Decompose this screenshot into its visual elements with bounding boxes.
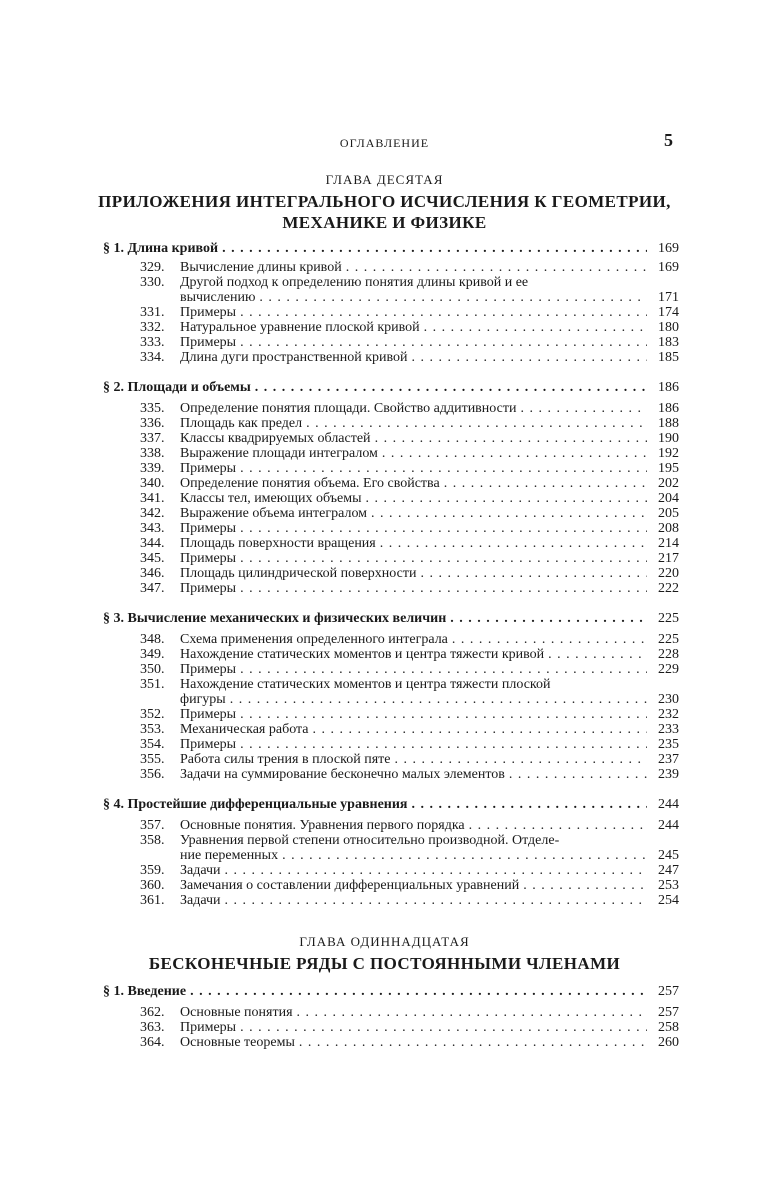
item-title: Примеры (180, 551, 237, 566)
item-title-line-2: ние переменных (180, 848, 279, 863)
toc-item-346[interactable] (140, 566, 679, 581)
item-title: Определение понятия площади. Свойство аддитивности (180, 401, 517, 416)
page-ref: 190 (658, 431, 679, 446)
item-title: Задачи (180, 893, 221, 908)
item-number: 334. (140, 350, 165, 365)
item-title: Длина дуги пространственной кривой (180, 350, 408, 365)
page-ref: 258 (658, 1020, 679, 1035)
section-title: § 1. Длина кривой (103, 241, 219, 256)
toc-item-330-cont[interactable] (180, 290, 679, 305)
dot-leader (375, 431, 647, 446)
item-number: 361. (140, 893, 165, 908)
dot-leader (452, 632, 647, 647)
toc-item-331[interactable] (140, 305, 679, 320)
dot-leader (306, 416, 647, 431)
page-ref: 228 (658, 647, 679, 662)
item-title: Площадь поверхности вращения (180, 536, 376, 551)
item-title: Примеры (180, 581, 237, 596)
item-number: 335. (140, 401, 165, 416)
page-ref: 220 (658, 566, 679, 581)
item-number: 332. (140, 320, 165, 335)
toc-item-335[interactable] (140, 401, 679, 416)
item-number: 356. (140, 767, 165, 782)
toc-item-336[interactable] (140, 416, 679, 431)
item-title: Основные понятия (180, 1005, 293, 1020)
toc-item-332[interactable] (140, 320, 679, 335)
item-number: 351. (140, 677, 165, 692)
item-number: 345. (140, 551, 165, 566)
item-number: 343. (140, 521, 165, 536)
item-title: Определение понятия объема. Его свойства (180, 476, 440, 491)
item-title: Площадь как предел (180, 416, 303, 431)
toc-item-363[interactable] (140, 1020, 679, 1035)
toc-item-342[interactable] (140, 506, 679, 521)
item-number: 349. (140, 647, 165, 662)
toc-item-345[interactable] (140, 551, 679, 566)
page-ref: 239 (658, 767, 679, 782)
item-title: Примеры (180, 305, 237, 320)
toc-item-356[interactable] (140, 767, 679, 782)
dot-leader (444, 476, 647, 491)
page-ref: 229 (658, 662, 679, 677)
page-ref: 235 (658, 737, 679, 752)
item-number: 352. (140, 707, 165, 722)
item-title: Примеры (180, 461, 237, 476)
toc-item-340[interactable] (140, 476, 679, 491)
chapter-11-label: ГЛАВА ОДИННАДЦАТАЯ (299, 934, 470, 949)
item-number: 354. (140, 737, 165, 752)
item-number: 346. (140, 566, 165, 581)
item-title: Вычисление длины кривой (180, 260, 342, 275)
toc-item-341[interactable] (140, 491, 679, 506)
toc-item-344[interactable] (140, 536, 679, 551)
dot-leader (222, 241, 647, 256)
dot-leader (240, 521, 647, 536)
page-ref: 169 (658, 260, 679, 275)
toc-section-11-1[interactable] (103, 984, 679, 999)
page-ref: 192 (658, 446, 679, 461)
item-title: Основные теоремы (180, 1035, 295, 1050)
page-ref: 202 (658, 476, 679, 491)
item-title: Выражение площади интегралом (180, 446, 378, 461)
item-title: Основные понятия. Уравнения первого порядка (180, 818, 465, 833)
toc-item-349[interactable] (140, 647, 679, 662)
page-ref: 208 (658, 521, 679, 536)
toc-item-353[interactable] (140, 722, 679, 737)
item-title-line-1 (180, 275, 679, 290)
toc-item-359[interactable] (140, 863, 679, 878)
chapter-11-title: БЕСКОНЕЧНЫЕ РЯДЫ С ПОСТОЯННЫМИ ЧЛЕНАМИ (148, 954, 621, 973)
section-title: § 2. Площади и объемы (103, 380, 251, 395)
dot-leader (230, 692, 647, 707)
item-title: Задачи (180, 863, 221, 878)
page-ref: 171 (658, 290, 679, 305)
toc-section-10-1[interactable] (103, 241, 679, 256)
page-ref: 169 (658, 241, 679, 256)
item-title: Классы тел, имеющих объемы (180, 491, 362, 506)
dot-leader (240, 335, 647, 350)
item-title-line-1: Уравнения первой степени относительно производной. Отделе- (180, 833, 560, 848)
page-ref: 222 (658, 581, 679, 596)
toc-item-364[interactable] (140, 1035, 679, 1050)
item-number: 350. (140, 662, 165, 677)
dot-leader (450, 611, 647, 626)
dot-leader (225, 893, 647, 908)
dot-leader (365, 491, 647, 506)
dot-leader (412, 797, 647, 812)
page-ref: 260 (658, 1035, 679, 1050)
toc-item-338[interactable] (140, 446, 679, 461)
dot-leader (255, 380, 647, 395)
item-title: Примеры (180, 707, 237, 722)
item-title: Механическая работа (180, 722, 309, 737)
dot-leader (424, 320, 647, 335)
toc-item-358[interactable] (140, 833, 679, 848)
page-ref: 237 (658, 752, 679, 767)
dot-leader (394, 752, 647, 767)
item-number: 331. (140, 305, 165, 320)
item-title: Натуральное уравнение плоской кривой (180, 320, 420, 335)
dot-leader (469, 818, 647, 833)
dot-leader (420, 566, 647, 581)
item-title-line-2: фигуры (180, 692, 226, 707)
dot-leader (371, 506, 647, 521)
item-number: 364. (140, 1035, 165, 1050)
dot-leader (240, 461, 647, 476)
item-number: 348. (140, 632, 165, 647)
toc-item-333[interactable] (140, 335, 679, 350)
dot-leader (240, 551, 647, 566)
item-number: 355. (140, 752, 165, 767)
toc-item-329[interactable] (140, 260, 679, 275)
item-title: Примеры (180, 521, 237, 536)
page-number: 5 (664, 130, 673, 150)
item-number: 358. (140, 833, 165, 848)
page-ref: 230 (658, 692, 679, 707)
dot-leader (520, 401, 647, 416)
toc-item-358-cont[interactable] (180, 848, 679, 863)
page-ref: 185 (658, 350, 679, 365)
dot-leader (297, 1005, 647, 1020)
dot-leader (412, 350, 648, 365)
page-ref: 225 (658, 611, 679, 626)
dot-leader (240, 662, 647, 677)
item-number: 339. (140, 461, 165, 476)
item-title: Классы квадрируемых областей (180, 431, 371, 446)
item-number: 330. (140, 275, 165, 290)
page-ref: 232 (658, 707, 679, 722)
page-ref: 247 (658, 863, 679, 878)
item-title: Задачи на суммирование бесконечно малых элементов (180, 767, 505, 782)
toc-section-10-4[interactable] (103, 797, 679, 812)
toc-item-362[interactable] (140, 1005, 679, 1020)
section-title: § 4. Простейшие дифференциальные уравнения (103, 797, 408, 812)
chapter-10-label: ГЛАВА ДЕСЯТАЯ (325, 172, 444, 187)
page-ref: 204 (658, 491, 679, 506)
page-ref: 195 (658, 461, 679, 476)
page-ref: 244 (658, 818, 679, 833)
toc-item-334[interactable] (140, 350, 679, 365)
toc-item-337[interactable] (140, 431, 679, 446)
toc-item-351-cont[interactable] (180, 692, 679, 707)
dot-leader (190, 984, 647, 999)
page-ref: 183 (658, 335, 679, 350)
toc-item-360[interactable] (140, 878, 679, 893)
item-title: Примеры (180, 1020, 237, 1035)
toc-item-339[interactable] (140, 461, 679, 476)
item-title: Нахождение статических моментов и центра тяжести кривой (180, 647, 545, 662)
item-number: 362. (140, 1005, 165, 1020)
item-number: 342. (140, 506, 165, 521)
chapter-10-title-line-2: МЕХАНИКЕ И ФИЗИКЕ (282, 213, 487, 232)
item-number: 344. (140, 536, 165, 551)
page-ref: 257 (658, 984, 679, 999)
toc-item-352[interactable] (140, 707, 679, 722)
page-ref: 233 (658, 722, 679, 737)
dot-leader (240, 1020, 647, 1035)
page-ref: 188 (658, 416, 679, 431)
item-number: 360. (140, 878, 165, 893)
item-number: 359. (140, 863, 165, 878)
dot-leader (523, 878, 647, 893)
item-number: 357. (140, 818, 165, 833)
dot-leader (509, 767, 647, 782)
item-number: 337. (140, 431, 165, 446)
dot-leader (282, 848, 647, 863)
item-number: 347. (140, 581, 165, 596)
item-number: 363. (140, 1020, 165, 1035)
dot-leader (240, 737, 647, 752)
chapter-10-title-line-1: ПРИЛОЖЕНИЯ ИНТЕГРАЛЬНОГО ИСЧИСЛЕНИЯ К ГЕОМЕТРИИ, (98, 192, 671, 211)
item-number: 336. (140, 416, 165, 431)
page-ref: 254 (658, 893, 679, 908)
toc-item-347[interactable] (140, 581, 679, 596)
dot-leader (240, 305, 647, 320)
item-number: 340. (140, 476, 165, 491)
item-number: 341. (140, 491, 165, 506)
page-ref: 174 (658, 305, 679, 320)
toc-item-330[interactable] (140, 275, 679, 290)
page-ref: 205 (658, 506, 679, 521)
item-title-text: Другой подход к определению понятия длины кривой и ее (180, 275, 529, 290)
item-title-line-1: Нахождение статических моментов и центра тяжести плоской (180, 677, 551, 692)
dot-leader (225, 863, 647, 878)
item-title: Выражение объема интегралом (180, 506, 368, 521)
page-ref: 244 (658, 797, 679, 812)
item-number: 338. (140, 446, 165, 461)
toc-item-355[interactable] (140, 752, 679, 767)
page-ref: 257 (658, 1005, 679, 1020)
item-number: 333. (140, 335, 165, 350)
item-number: 329. (140, 260, 165, 275)
section-title: § 1. Введение (103, 984, 187, 999)
dot-leader (346, 260, 647, 275)
page-ref: 186 (658, 401, 679, 416)
toc-item-343[interactable] (140, 521, 679, 536)
item-number: 353. (140, 722, 165, 737)
toc-item-361[interactable] (140, 893, 679, 908)
dot-leader (313, 722, 647, 737)
page-ref: 217 (658, 551, 679, 566)
toc-item-357[interactable] (140, 818, 679, 833)
toc-item-351[interactable] (140, 677, 679, 692)
page-ref: 214 (658, 536, 679, 551)
item-title-line-2: вычислению (180, 290, 256, 305)
item-title: Примеры (180, 335, 237, 350)
item-title: Примеры (180, 662, 237, 677)
dot-leader (299, 1035, 647, 1050)
dot-leader (548, 647, 647, 662)
dot-leader (382, 446, 647, 461)
toc-item-354[interactable] (140, 737, 679, 752)
page-ref: 180 (658, 320, 679, 335)
page-ref: 253 (658, 878, 679, 893)
item-title: Замечания о составлении дифференциальных уравнений (180, 878, 520, 893)
toc-item-348[interactable] (140, 632, 679, 647)
dot-leader (259, 290, 647, 305)
item-title: Схема применения определенного интеграла (180, 632, 448, 647)
dot-leader (380, 536, 647, 551)
item-title: Площадь цилиндрической поверхности (180, 566, 417, 581)
page-ref: 245 (658, 848, 679, 863)
running-title: ОГЛАВЛЕНИЕ (339, 136, 430, 150)
toc-section-10-3[interactable] (103, 611, 679, 626)
item-title: Примеры (180, 737, 237, 752)
toc-section-10-2[interactable] (103, 380, 679, 395)
dot-leader (240, 707, 647, 722)
item-title: Работа силы трения в плоской пяте (180, 752, 391, 767)
toc-item-350[interactable] (140, 662, 679, 677)
section-title: § 3. Вычисление механических и физических величин (103, 611, 447, 626)
page-ref: 225 (658, 632, 679, 647)
page-ref: 186 (658, 380, 679, 395)
dot-leader (240, 581, 647, 596)
